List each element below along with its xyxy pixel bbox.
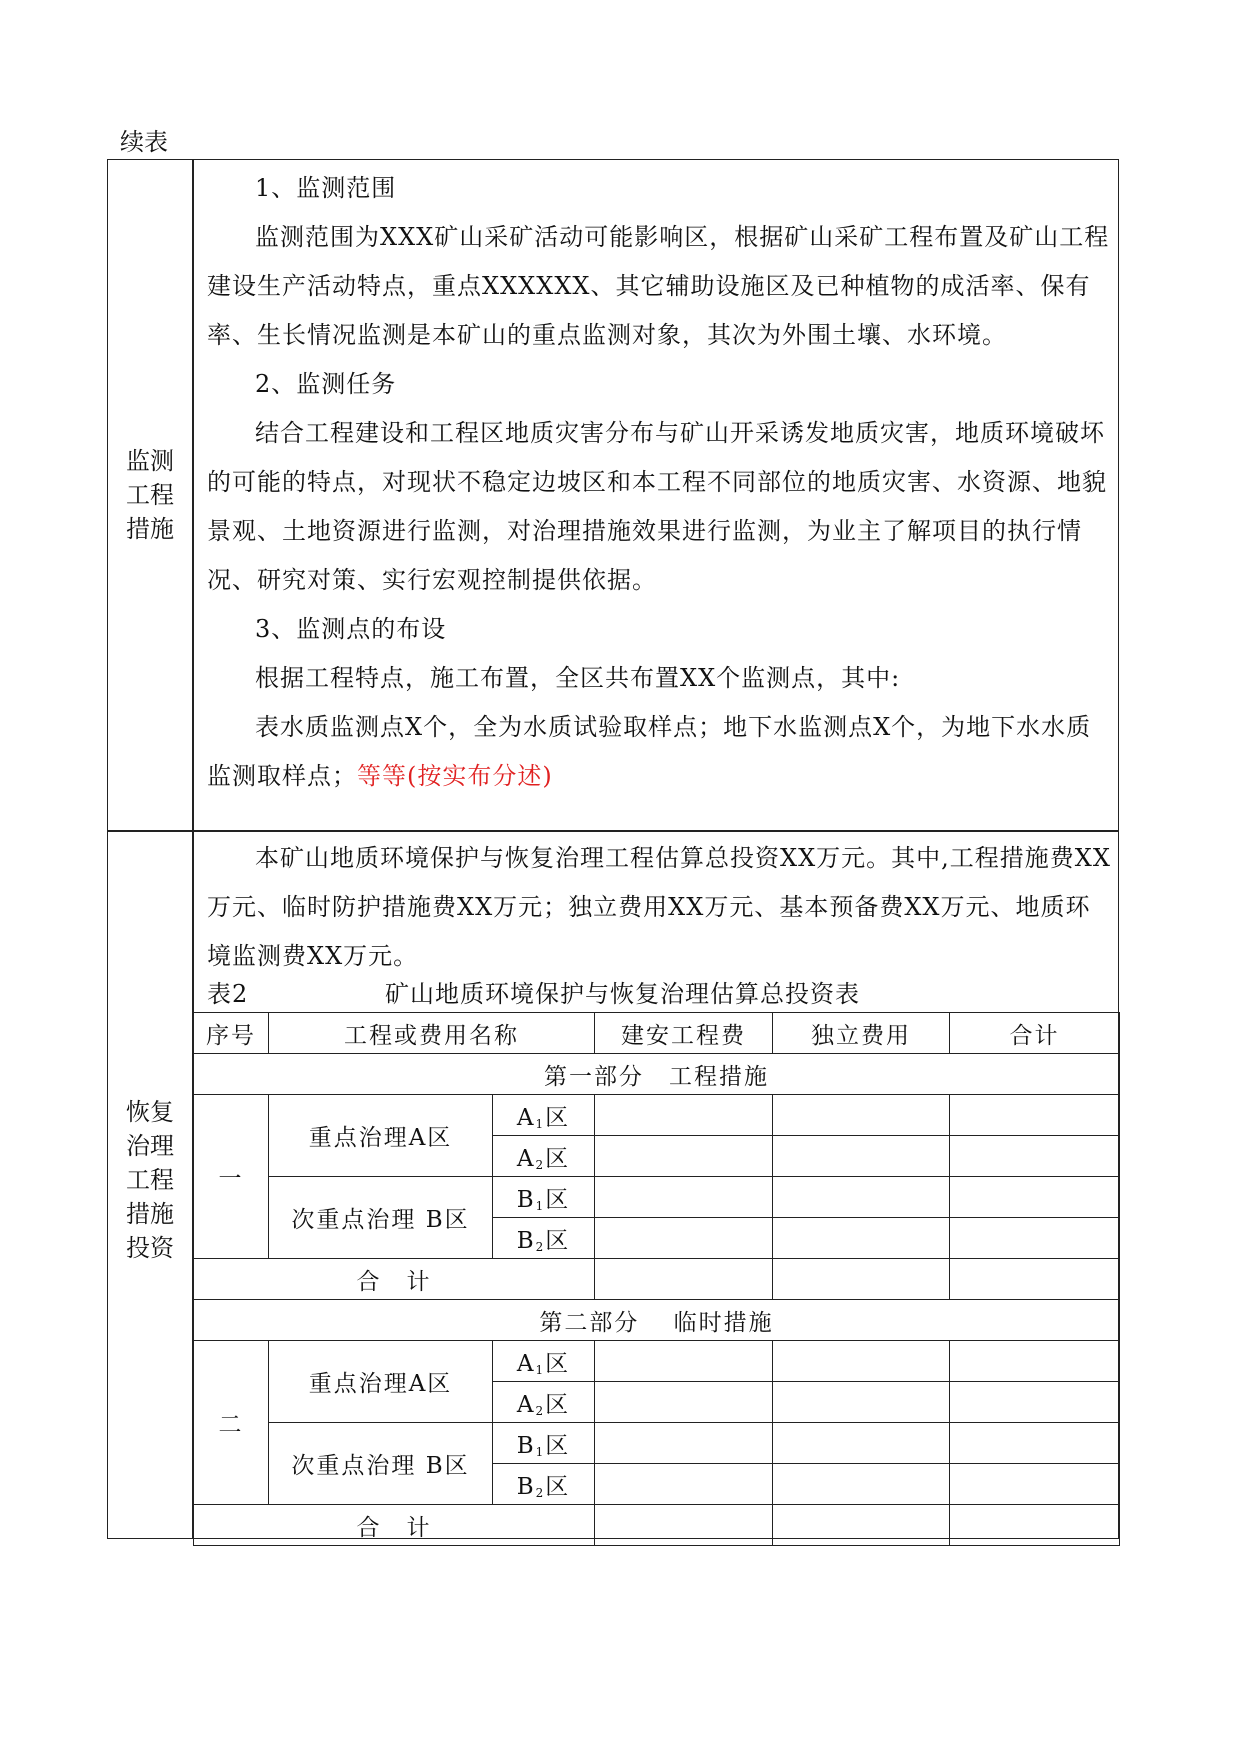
header-independent: 独立费用 (773, 1013, 950, 1054)
sub-zone-cell: $A_2$区 (493, 1136, 595, 1177)
sub-zone-cell: $A_2$区 (493, 1382, 595, 1423)
monitoring-content (207, 164, 1113, 801)
zone-b-cell: 次重点治理 B区 (269, 1177, 493, 1259)
sub-zone-cell: $B_2$区 (493, 1218, 595, 1259)
header-total: 合计 (950, 1013, 1120, 1054)
paragraph-monitoring-detail: 表水质监测点X个，全为水质试验取样点；地下水监测点X个，为地下水水质监测取样点； (207, 713, 1092, 790)
table-row (194, 1341, 1120, 1382)
table-row (194, 1095, 1120, 1136)
sub-zone-cell: $A_1$区 (493, 1341, 595, 1382)
part2-row (194, 1300, 1120, 1341)
paragraph-monitoring-points: 根据工程特点，施工布置，全区共布置XX个监测点，其中: (255, 664, 901, 692)
total-label: 合 计 (194, 1505, 595, 1546)
heading-monitoring-tasks: 2、监测任务 (255, 370, 397, 398)
sub-zone-cell: $B_1$区 (493, 1177, 595, 1218)
table-row (194, 1423, 1120, 1464)
header-name: 工程或费用名称 (269, 1013, 595, 1054)
zone-a-cell: 重点治理A区 (269, 1341, 493, 1423)
continued-label: 续表 (120, 128, 168, 156)
header-seq: 序号 (194, 1013, 269, 1054)
table-header-row (194, 1013, 1120, 1054)
investment-side-label: 恢复 治理 工程 措施 投资 (126, 1098, 174, 1262)
heading-monitoring-scope: 1、监测范围 (255, 174, 397, 202)
investment-summary: 本矿山地质环境保护与恢复治理工程估算总投资XX万元。其中,工程措施费XX万元、临时防护措施费XX万元；独立费用XX万元、基本预备费XX万元、地质环境监测费XX万元。 (207, 844, 1111, 970)
table-number: 表2 (207, 980, 249, 1008)
part1-row (194, 1054, 1120, 1095)
table-title: 矿山地质环境保护与恢复治理估算总投资表 (385, 980, 860, 1008)
paragraph-monitoring-scope: 监测范围为XXX矿山采矿活动可能影响区，根据矿山采矿工程布置及矿山工程建设生产活动特点，重点XXXXXX、其它辅助设施区及已种植物的成活率、保有率、生长情况监测是本矿山的重点监测对象，其次为外围土壤、水环境。 (207, 223, 1110, 349)
table-row (194, 1177, 1120, 1218)
part2-title: 第二部分 临时措施 (194, 1300, 1120, 1341)
sub-zone-cell: $B_2$区 (493, 1464, 595, 1505)
zone-b-cell: 次重点治理 B区 (269, 1423, 493, 1505)
header-construction: 建安工程费 (595, 1013, 773, 1054)
zone-a-cell: 重点治理A区 (269, 1095, 493, 1177)
red-note: 等等(按实布分述) (357, 762, 553, 790)
monitoring-side-label: 监测 工程 措施 (126, 447, 174, 543)
seq-cell: 一 (194, 1095, 269, 1259)
paragraph-monitoring-tasks: 结合工程建设和工程区地质灾害分布与矿山开采诱发地质灾害，地质环境破坏的可能的特点，对现状不稳定边坡区和本工程不同部位的地质灾害、水资源、地貌景观、土地资源进行监测，对治理措施效果进行监测，为业主了解项目的执行情况、研究对策、实行宏观控制提供依据。 (207, 419, 1107, 594)
heading-monitoring-points: 3、监测点的布设 (255, 615, 447, 643)
row-divider (107, 830, 1119, 832)
total-row (194, 1259, 1120, 1300)
seq-cell: 二 (194, 1341, 269, 1505)
total-label: 合 计 (194, 1259, 595, 1300)
part1-title: 第一部分 工程措施 (194, 1054, 1120, 1095)
sub-zone-cell: $A_1$区 (493, 1095, 595, 1136)
sub-zone-cell: $B_1$区 (493, 1423, 595, 1464)
investment-table (193, 1012, 1120, 1546)
total-row (194, 1505, 1120, 1546)
